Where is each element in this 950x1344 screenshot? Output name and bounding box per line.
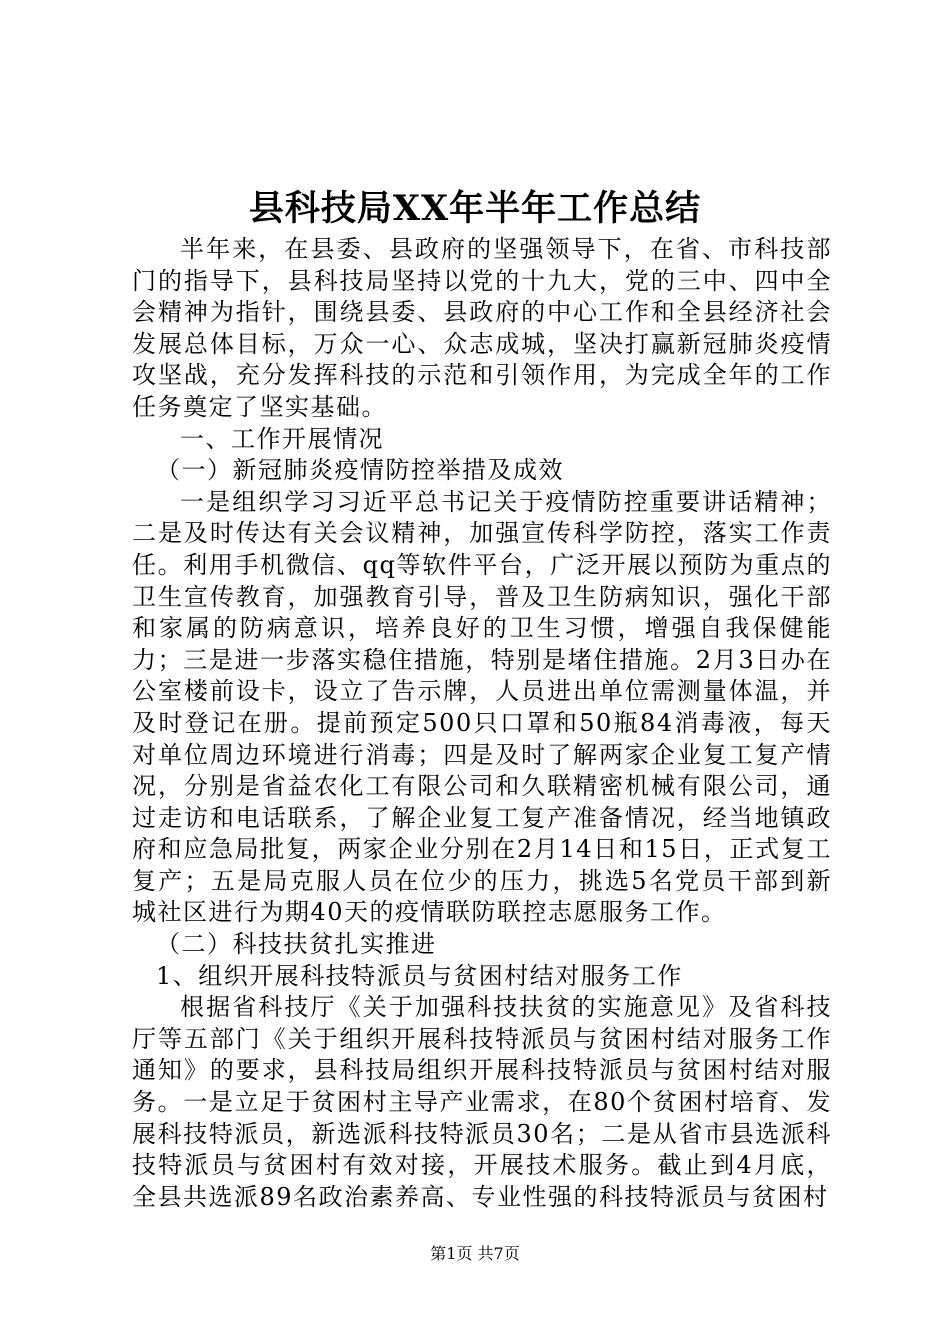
body-paragraph: 一是组织学习习近平总书记关于疫情防控重要讲话精神；二是及时传达有关会议精神，加强宣传科学防控，落实工作责任。利用手机微信、qq等软件平台，广泛开展以预防为重点的卫生宣传教育，加强教育引导，普及卫生防病知识，强化干部和家属的防病意识，培养良好的卫生习惯，增强自我保健能力；三是进一步落实稳住措施，特别是堵住措施。2月3日办在公室楼前设卡，设立了告示牌，人员进出单位需测量体温，并及时登记在册。提前预定500只口罩和50瓶84消毒液，每天对单位周边环境进行消毒；四是及时了解两家企业复工复产情况，分别是省益农化工有限公司和久联精密机械有限公司，通过走访和电话联系，了解企业复工复产准备情况，经当地镇政府和应急局批复，两家企业分别在2月14日和15日，正式复工复产；五是局克服人员在位少的压力，挑选5名党员干部到新城社区进行为期40天的疫情联防联控志愿服务工作。 [132, 487, 832, 927]
document-body [132, 234, 832, 1213]
intro-paragraph: 半年来，在县委、县政府的坚强领导下，在省、市科技部门的指导下，县科技局坚持以党的十九大，党的三中、四中全会精神为指针，围绕县委、县政府的中心工作和全县经济社会发展总体目标，万众一心、众志成城，坚决打赢新冠肺炎疫情攻坚战，充分发挥科技的示范和引领作用，为完成全年的工作任务奠定了坚实基础。 [132, 235, 832, 421]
page-number-footer: 第1页 共7页 [430, 1244, 520, 1263]
subsection-heading: （二）科技扶贫扎实推进 [156, 930, 437, 959]
subsection-heading: （一）新冠肺炎疫情防控举措及成效 [156, 456, 564, 485]
item-heading: 1、组织开展科技特派员与贫困村结对服务工作 [156, 961, 683, 990]
section-heading: 一、工作开展情况 [180, 424, 384, 453]
body-paragraph: 根据省科技厅《关于加强科技扶贫的实施意见》及省科技厅等五部门《关于组织开展科技特派员与贫困村结对服务工作通知》的要求，县科技局组织开展科技特派员与贫困村结对服务。一是立足于贫困村主导产业需求，在80个贫困村培育、发展科技特派员，新选派科技特派员30名；二是从省市县选派科技特派员与贫困村有效对接，开展技术服务。截止到4月底，全县共选派89名政治素养高、专业性强的科技特派员与贫困村 [132, 993, 832, 1211]
document-title: 县科技局XX年半年工作总结 [248, 188, 702, 229]
